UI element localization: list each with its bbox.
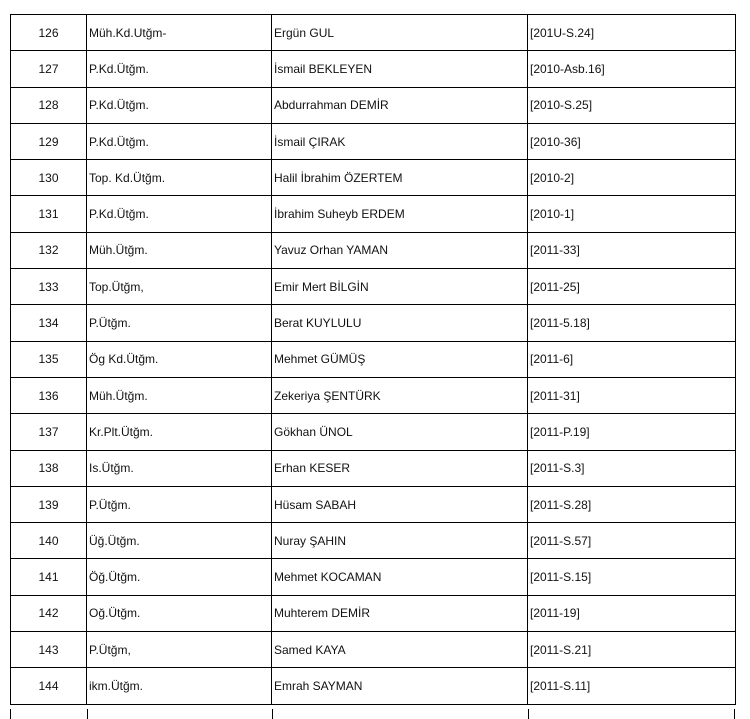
rank-cell: P.Ütğm. [87, 486, 272, 522]
code-cell: [2011-S.11] [528, 668, 736, 704]
name-cell: Zekeriya ŞENTÜRK [272, 377, 528, 413]
code-cell: [2011-P.19] [528, 414, 736, 450]
code-cell: [2011-19] [528, 595, 736, 631]
rank-cell: Müh.Ütğm. [87, 232, 272, 268]
table-row [11, 269, 736, 305]
rank-cell: Kr.Plt.Ütğm. [87, 414, 272, 450]
table-row-cut-off [10, 709, 735, 719]
name-cell: Muhterem DEMİR [272, 595, 528, 631]
rank-cell: Üğ.Ütğm. [87, 523, 272, 559]
table-row [11, 232, 736, 268]
code-cell: [2010-36] [528, 123, 736, 159]
name-cell: Halil İbrahim ÖZERTEM [272, 160, 528, 196]
code-cell: [2011-S.21] [528, 632, 736, 668]
row-number: 142 [11, 595, 87, 631]
row-number: 136 [11, 377, 87, 413]
row-number: 137 [11, 414, 87, 450]
table-row [11, 450, 736, 486]
rank-cell: Müh.Ütğm. [87, 377, 272, 413]
table-row [11, 414, 736, 450]
code-cell: [2010-S.25] [528, 87, 736, 123]
code-cell: [2011-5.18] [528, 305, 736, 341]
name-cell: Abdurrahman DEMİR [272, 87, 528, 123]
column-divider [272, 709, 273, 719]
name-cell: Mehmet KOCAMAN [272, 559, 528, 595]
row-number: 131 [11, 196, 87, 232]
row-number: 130 [11, 160, 87, 196]
rank-cell: P.Kd.Ütğm. [87, 87, 272, 123]
code-cell: [2011-S.57] [528, 523, 736, 559]
row-number: 135 [11, 341, 87, 377]
table-row [11, 305, 736, 341]
table-row [11, 160, 736, 196]
table-row [11, 559, 736, 595]
row-number: 129 [11, 123, 87, 159]
table-row [11, 87, 736, 123]
row-number: 127 [11, 51, 87, 87]
code-cell: [2011-33] [528, 232, 736, 268]
rank-cell: P.Ütğm, [87, 632, 272, 668]
code-cell: [201U-S.24] [528, 15, 736, 51]
table-row [11, 523, 736, 559]
code-cell: [2011-S.28] [528, 486, 736, 522]
name-cell: Gökhan ÜNOL [272, 414, 528, 450]
code-cell: [2011-31] [528, 377, 736, 413]
personnel-table-body [11, 15, 736, 705]
table-row [11, 51, 736, 87]
name-cell: Yavuz Orhan YAMAN [272, 232, 528, 268]
row-number: 143 [11, 632, 87, 668]
code-cell: [2010-Asb.16] [528, 51, 736, 87]
table-row [11, 595, 736, 631]
name-cell: Mehmet GÜMÜŞ [272, 341, 528, 377]
rank-cell: Öğ.Ütğm. [87, 559, 272, 595]
row-number: 134 [11, 305, 87, 341]
column-divider [528, 709, 529, 719]
row-number: 133 [11, 269, 87, 305]
name-cell: Emrah SAYMAN [272, 668, 528, 704]
table-row [11, 486, 736, 522]
code-cell: [2011-S.15] [528, 559, 736, 595]
rank-cell: Top. Kd.Ütğm. [87, 160, 272, 196]
rank-cell: ikm.Ütğm. [87, 668, 272, 704]
table-row [11, 341, 736, 377]
code-cell: [2011-S.3] [528, 450, 736, 486]
table-row [11, 196, 736, 232]
table-row [11, 668, 736, 704]
name-cell: İsmail ÇIRAK [272, 123, 528, 159]
code-cell: [2011-6] [528, 341, 736, 377]
name-cell: Hüsam SABAH [272, 486, 528, 522]
name-cell: İbrahim Suheyb ERDEM [272, 196, 528, 232]
row-number: 139 [11, 486, 87, 522]
row-number: 144 [11, 668, 87, 704]
table-row [11, 632, 736, 668]
rank-cell: P.Kd.Ütğm. [87, 123, 272, 159]
row-number: 128 [11, 87, 87, 123]
table-row [11, 377, 736, 413]
column-divider [87, 709, 88, 719]
row-number: 138 [11, 450, 87, 486]
name-cell: Ergün GUL [272, 15, 528, 51]
table-row [11, 15, 736, 51]
rank-cell: Müh.Kd.Utğm- [87, 15, 272, 51]
name-cell: İsmail BEKLEYEN [272, 51, 528, 87]
rank-cell: Ög Kd.Ütğm. [87, 341, 272, 377]
code-cell: [2011-25] [528, 269, 736, 305]
rank-cell: Is.Ütğm. [87, 450, 272, 486]
personnel-table [10, 14, 736, 705]
code-cell: [2010-1] [528, 196, 736, 232]
rank-cell: P.Ütğm. [87, 305, 272, 341]
code-cell: [2010-2] [528, 160, 736, 196]
rank-cell: P.Kd.Ütğm. [87, 196, 272, 232]
name-cell: Berat KUYLULU [272, 305, 528, 341]
row-number: 126 [11, 15, 87, 51]
row-number: 140 [11, 523, 87, 559]
row-number: 141 [11, 559, 87, 595]
rank-cell: Top.Ütğm, [87, 269, 272, 305]
rank-cell: P.Kd.Ütğm. [87, 51, 272, 87]
name-cell: Emir Mert BİLGİN [272, 269, 528, 305]
name-cell: Nuray ŞAHIN [272, 523, 528, 559]
name-cell: Samed KAYA [272, 632, 528, 668]
table-row [11, 123, 736, 159]
name-cell: Erhan KESER [272, 450, 528, 486]
rank-cell: Oğ.Ütğm. [87, 595, 272, 631]
row-number: 132 [11, 232, 87, 268]
